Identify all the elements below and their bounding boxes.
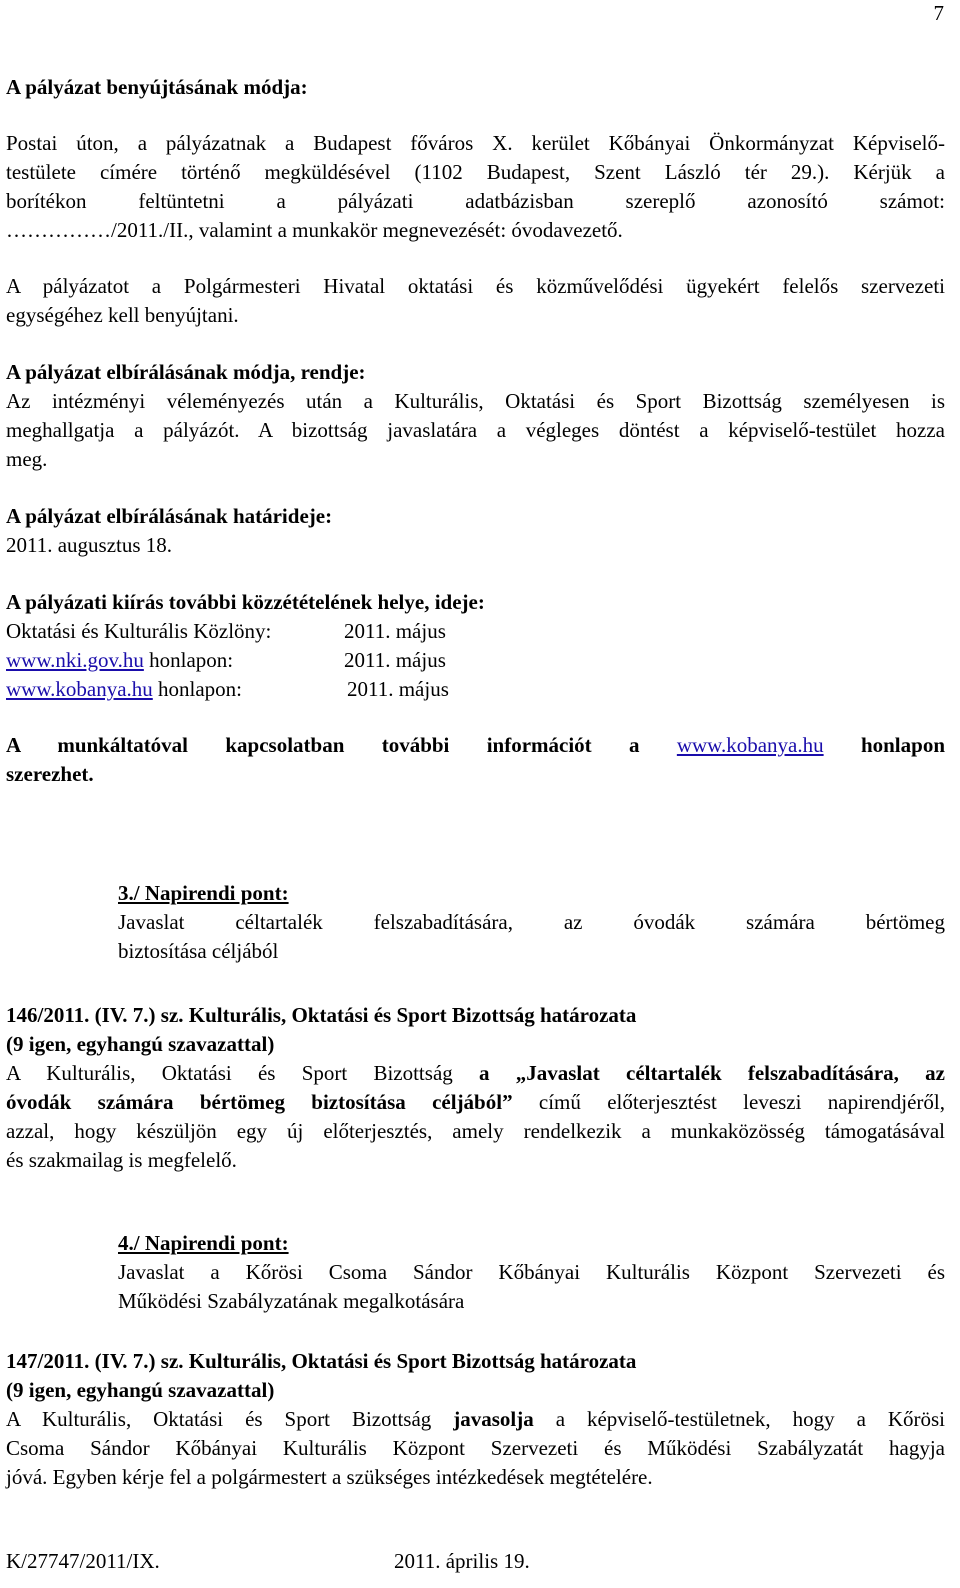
publication-row-3-date: 2011. május [347,677,449,701]
submission-para2-line-1: A pályázatot a Polgármesteri Hivatal oktatási és közművelődési ügyekért felelős szervezeti [6,274,945,298]
agenda4-line-1: Javaslat a Kőrösi Csoma Sándor Kőbányai Kulturális Központ Szervezeti és [118,1260,945,1284]
footer-date: 2011. április 19. [394,1549,530,1573]
deadline-heading: A pályázat elbírálásának határideje: [6,504,333,528]
employer-info-line-2: szerezhet. [6,762,94,786]
submission-line-4: ……………/2011./II., valamint a munkakör megnevezését: óvodavezető. [6,218,623,242]
resolution147-line-2: Csoma Sándor Kőbányai Kulturális Központ Szervezeti és Működési Szabályzatát hagyja [6,1436,945,1460]
evaluation-line-1: Az intézményi véleményezés után a Kulturális, Oktatási és Sport Bizottság személyesen is [6,389,945,413]
publication-row-2: www.nki.gov.hu honlapon: [6,648,234,672]
agenda4-line-2: Működési Szabályzatának megalkotására [118,1289,465,1313]
agenda3-line-1: Javaslat céltartalék felszabadítására, az óvodák számára bértömeg [118,910,945,934]
publication-heading: A pályázati kiírás további közzétételének helye, ideje: [6,590,485,614]
evaluation-line-2: meghallgatja a pályázót. A bizottság javaslatára a végleges döntést a képviselő-testület hozza [6,418,945,442]
submission-line-2: testülete címére történő megküldésével (1102 Budapest, Szent László tér 29.). Kérjük a [6,160,945,184]
publication-row-1-label: Oktatási és Kulturális Közlöny: [6,619,272,643]
resolution147-number: 147/2011. (IV. 7.) sz. Kulturális, Oktatási és Sport Bizottság határozata [6,1349,637,1373]
publication-row-2-date: 2011. május [344,648,446,672]
employer-kobanya-link[interactable]: www.kobanya.hu [676,733,824,757]
evaluation-line-3: meg. [6,447,48,471]
resolution146-line-2: óvodák számára bértömeg biztosítása céljából” című előterjesztést leveszi napirendjéről, [6,1090,945,1114]
submission-line-1: Postai úton, a pályázatnak a Budapest főváros X. kerület Kőbányai Önkormányzat Képviselő- [6,131,945,155]
resolution146-votes: (9 igen, egyhangú szavazattal) [6,1032,275,1056]
kobanya-link[interactable]: www.kobanya.hu [6,677,153,701]
resolution147-line-1: A Kulturális, Oktatási és Sport Bizottság javasolja a képviselő-testületnek, hogy a Kőrösi [6,1407,945,1431]
resolution146-line-3: azzal, hogy készüljön egy új előterjesztés, amely rendelkezik a munkaközösség támogatásával [6,1119,945,1143]
agenda4-title: 4./ Napirendi pont: [118,1231,289,1255]
submission-line-3: borítékon feltüntetni a pályázati adatbázisban szereplő azonosító számot: [6,189,945,213]
employer-info-line-1: A munkáltatóval kapcsolatban további információt a www.kobanya.hu honlapon [6,733,946,757]
submission-para2-line-2: egységéhez kell benyújtani. [6,303,239,327]
resolution147-line-3: jóvá. Egyben kérje fel a polgármestert a szükséges intézkedések megtételére. [6,1465,653,1489]
evaluation-heading: A pályázat elbírálásának módja, rendje: [6,360,366,384]
resolution146-line-1: A Kulturális, Oktatási és Sport Bizottság a „Javaslat céltartalék felszabadítására, az [6,1061,945,1085]
resolution147-votes: (9 igen, egyhangú szavazattal) [6,1378,275,1402]
nki-link[interactable]: www.nki.gov.hu [6,648,144,672]
page-number: 7 [933,1,944,25]
resolution146-number: 146/2011. (IV. 7.) sz. Kulturális, Oktatási és Sport Bizottság határozata [6,1003,637,1027]
submission-heading: A pályázat benyújtásának módja: [6,75,308,99]
resolution146-line-4: és szakmailag is megfelelő. [6,1148,237,1172]
footer-reference: K/27747/2011/IX. [6,1549,160,1573]
publication-row-1-date: 2011. május [344,619,446,643]
publication-row-3: www.kobanya.hu honlapon: [6,677,243,701]
agenda3-line-2: biztosítása céljából [118,939,279,963]
deadline-value: 2011. augusztus 18. [6,533,173,557]
agenda3-title: 3./ Napirendi pont: [118,881,289,905]
